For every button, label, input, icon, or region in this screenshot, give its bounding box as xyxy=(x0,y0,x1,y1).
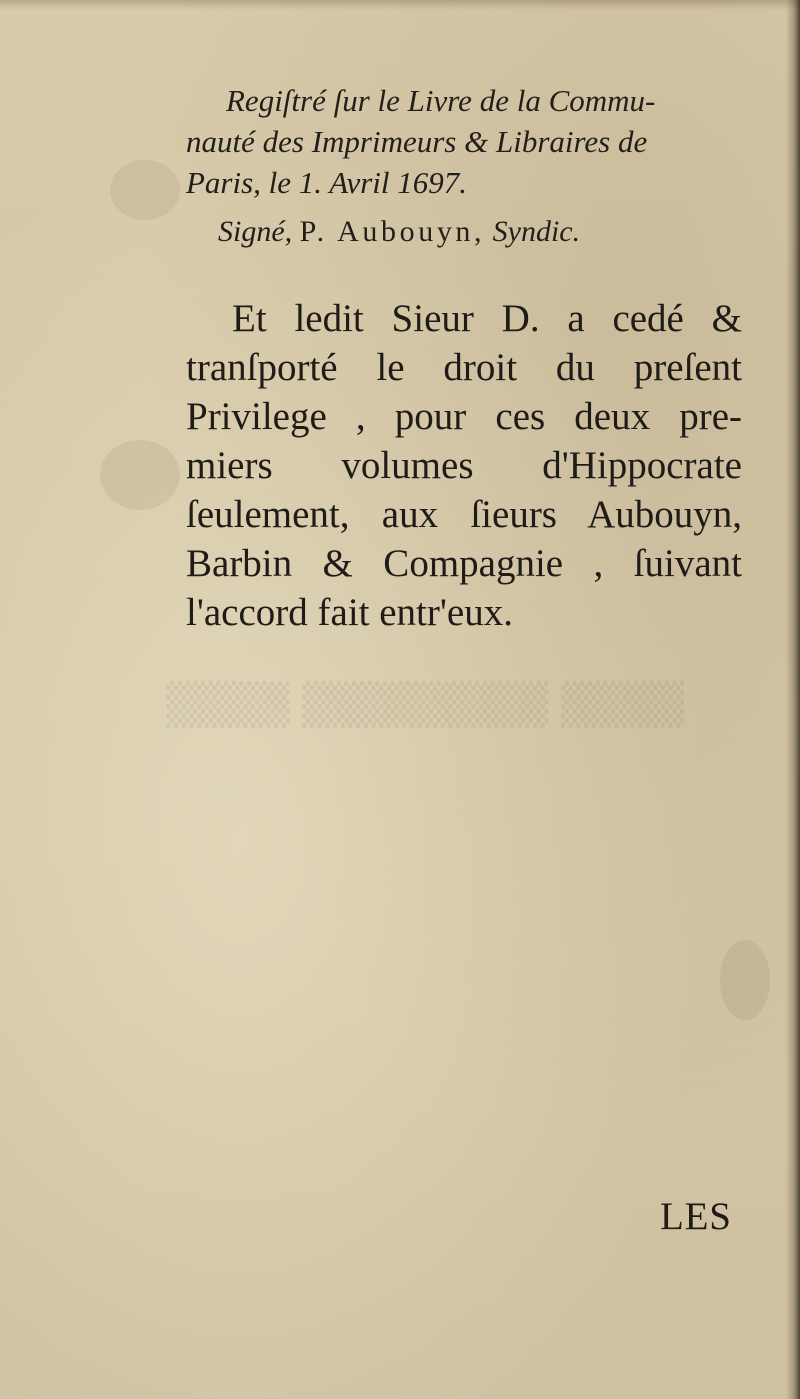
catchword: LES xyxy=(660,1195,732,1238)
page-gutter-shadow xyxy=(786,0,800,1399)
paper-stain xyxy=(100,440,180,510)
registration-line: Paris, le 1. Avril 1697. xyxy=(186,165,468,200)
show-through-text: ▒▒▒▒ ▒▒▒▒▒▒▒▒ ▒▒▒▒ xyxy=(166,682,685,728)
signature-line xyxy=(218,212,580,252)
signatory-role: Syndic. xyxy=(492,215,581,248)
paragraph-line: Barbin & Compagnie , ſuivant xyxy=(186,542,742,585)
registration-notice xyxy=(186,80,746,203)
registration-line: Regiſtré ſur le Livre de la Commu- xyxy=(226,83,656,118)
paragraph-line: miers volumes d'Hippocrate xyxy=(186,444,742,487)
signature-label: Signé, xyxy=(218,215,293,248)
page-top-shadow xyxy=(0,0,800,10)
paper-stain xyxy=(720,940,770,1020)
paragraph-line: l'accord fait entr'eux. xyxy=(186,591,513,634)
transfer-paragraph xyxy=(186,294,742,637)
paragraph-line: ſeulement, aux ſieurs Aubouyn, xyxy=(186,493,742,536)
signatory-name: P. Aubouyn, xyxy=(299,215,486,248)
paper-stain xyxy=(110,160,180,220)
paragraph-line: tranſporté le droit du preſent xyxy=(186,346,742,389)
paragraph-line: Et ledit Sieur D. a cedé & xyxy=(232,297,742,340)
registration-line: nauté des Imprimeurs & Libraires de xyxy=(186,124,648,159)
paragraph-line: Privilege , pour ces deux pre- xyxy=(186,395,742,438)
